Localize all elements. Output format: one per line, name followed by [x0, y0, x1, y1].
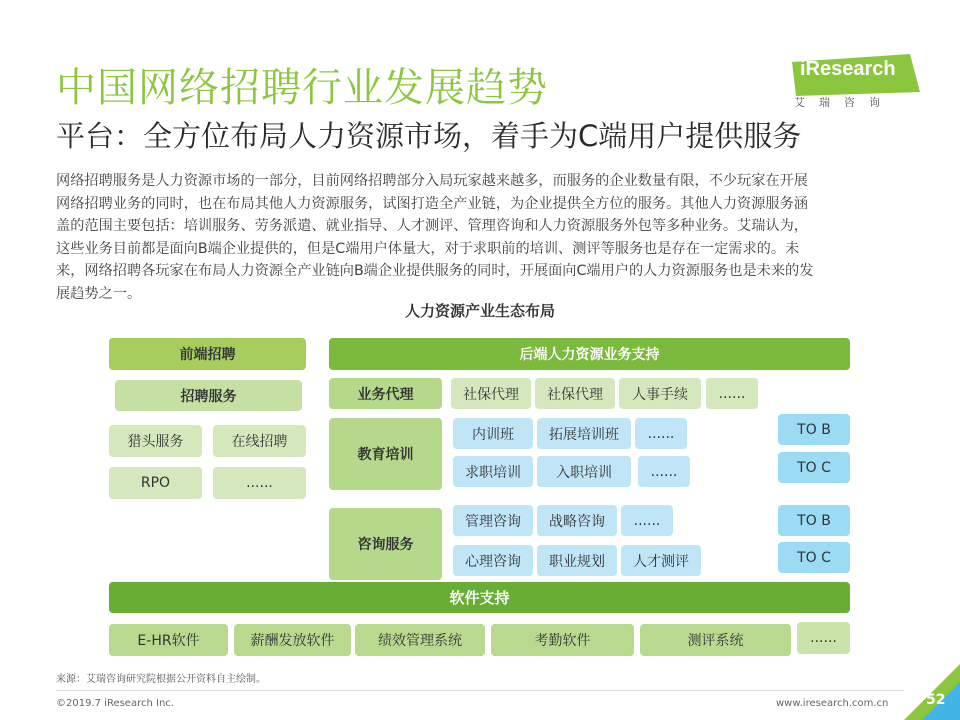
consulting-item: 战略咨询: [537, 505, 617, 536]
diagram-title: 人力资源产业生态布局: [404, 302, 555, 320]
agency-label: 业务代理: [329, 378, 442, 409]
agency-item: 社保代理: [535, 378, 615, 409]
source-note: 来源：艾瑞咨询研究院根据公开资料自主绘制。: [56, 674, 266, 685]
consulting-item: 心理咨询: [453, 545, 533, 576]
to-c-tag: TO C: [778, 452, 850, 483]
intro-paragraph: [56, 170, 918, 305]
education-item: 求职培训: [453, 456, 533, 487]
page-title: 中国网络招聘行业发展趋势: [56, 65, 548, 111]
website-url: www.iresearch.com.cn: [776, 698, 889, 709]
headhunting-item: 猎头服务: [109, 425, 202, 457]
intro-line: 来，网络招聘各玩家在布局人力资源全产业链向B端企业提供服务的同时，开展面向C端用户的人力资源服务也是未来的发: [56, 263, 814, 279]
page-subtitle: 平台：全方位布局人力资源市场，着手为C端用户提供服务: [56, 119, 802, 153]
software-item: 考勤软件: [491, 624, 634, 656]
software-item: ......: [797, 622, 850, 654]
education-item: 入职培训: [537, 456, 631, 487]
to-b-tag: TO B: [778, 414, 850, 445]
footer-divider: [56, 690, 904, 691]
software-item: E-HR软件: [109, 624, 228, 656]
intro-line: 这些业务目前都是面向B端企业提供的，但是C端用户体量大，对于求职前的培训、测评等服务也是存在一定需求的。未: [56, 240, 800, 257]
agency-item: 社保代理: [451, 378, 531, 409]
logo-brand: iResearch: [800, 58, 896, 80]
back-support-header: 后端人力资源业务支持: [329, 338, 850, 370]
copyright-text: ©2019.7 iResearch Inc.: [56, 698, 174, 709]
software-item: 测评系统: [640, 624, 791, 656]
intro-line: 展趋势之一。: [56, 285, 142, 302]
agency-item: ......: [706, 378, 758, 409]
intro-line: 盖的范围主要包括：培训服务、劳务派遣、就业指导、人才测评、管理咨询和人力资源服务外包等多种业务。艾瑞认为，: [56, 218, 808, 234]
consulting-item: 职业规划: [537, 545, 617, 576]
software-support-header: 软件支持: [109, 582, 850, 613]
software-item: 薪酬发放软件: [234, 624, 351, 656]
online-recruit-item: 在线招聘: [213, 425, 306, 457]
to-b-tag: TO B: [778, 505, 850, 536]
education-item: ......: [635, 418, 687, 449]
consulting-item: ......: [621, 505, 673, 536]
front-recruit-header: 前端招聘: [109, 338, 306, 370]
intro-line: 网络招聘服务是人力资源市场的一部分，目前网络招聘部分入局玩家越来越多，而服务的企业数量有限，不少玩家在开展: [56, 173, 808, 189]
rpo-item: RPO: [109, 467, 202, 499]
education-label: 教育培训: [329, 418, 442, 490]
consulting-item: 人才测评: [621, 545, 701, 576]
logo-tagline: 艾瑞咨询: [794, 96, 894, 109]
intro-line: 网络招聘业务的同时，也在布局其他人力资源服务，试图打造全产业链，为企业提供全方位的服务。其他人力资源服务涵: [56, 195, 808, 212]
software-item: 绩效管理系统: [355, 624, 485, 656]
page-number: 52: [926, 692, 946, 708]
education-item: 拓展培训班: [537, 418, 631, 449]
education-item: ......: [638, 456, 690, 487]
recruit-service-label: 招聘服务: [115, 380, 302, 411]
education-item: 内训班: [453, 418, 533, 449]
to-c-tag: TO C: [778, 542, 850, 573]
more-front-item: ......: [213, 467, 306, 499]
consulting-item: 管理咨询: [453, 505, 533, 536]
agency-item: 人事手续: [619, 378, 701, 409]
consulting-label: 咨询服务: [329, 508, 442, 580]
